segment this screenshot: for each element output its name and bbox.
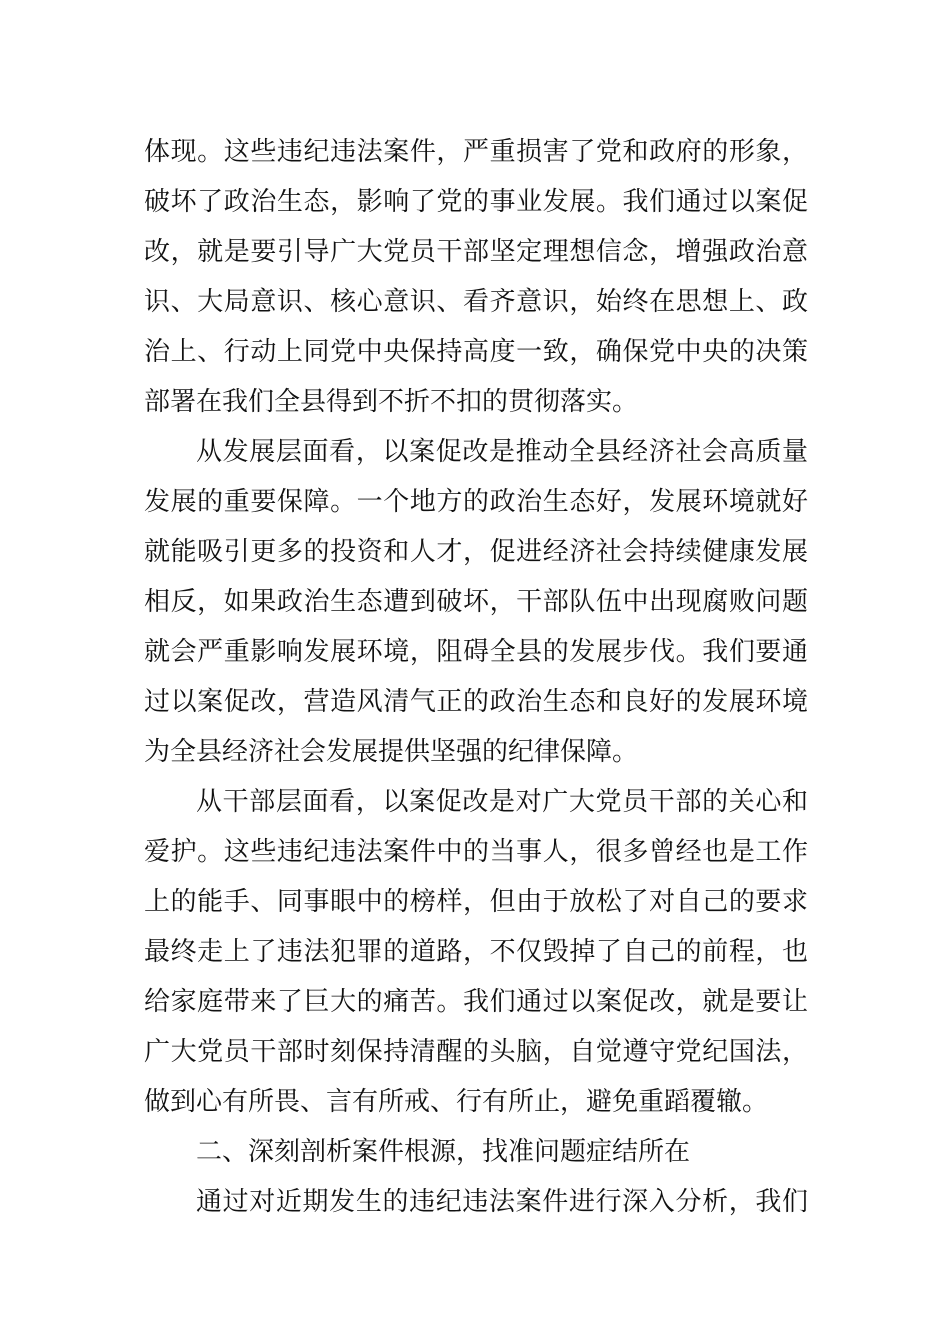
text-line: 破坏了政治生态，影响了党的事业发展。我们通过以案促 <box>144 187 808 217</box>
paragraph-first-line: 从发展层面看，以案促改是推动全县经济社会高质量 <box>196 437 808 467</box>
text-line: 识、大局意识、核心意识、看齐意识，始终在思想上、政 <box>144 287 808 317</box>
text-line: 广大党员干部时刻保持清醒的头脑，自觉遵守党纪国法， <box>144 1037 808 1067</box>
text-line: 为全县经济社会发展提供坚强的纪律保障。 <box>144 737 639 767</box>
paragraph-first-line: 通过对近期发生的违纪违法案件进行深入分析，我们 <box>196 1187 808 1217</box>
paragraph-first-line: 从干部层面看，以案促改是对广大党员干部的关心和 <box>196 787 808 817</box>
text-line: 相反，如果政治生态遭到破坏，干部队伍中出现腐败问题 <box>144 587 808 617</box>
text-line: 过以案促改，营造风清气正的政治生态和良好的发展环境 <box>144 687 808 717</box>
text-line: 就能吸引更多的投资和人才，促进经济社会持续健康发展 <box>144 537 808 567</box>
text-line: 体现。这些违纪违法案件，严重损害了党和政府的形象， <box>144 137 808 167</box>
text-line: 上的能手、同事眼中的榜样，但由于放松了对自己的要求 <box>144 887 808 917</box>
document-body <box>144 127 808 1227</box>
text-line: 改，就是要引导广大党员干部坚定理想信念，增强政治意 <box>144 237 808 267</box>
paragraph-first-line: 二、深刻剖析案件根源，找准问题症结所在 <box>196 1137 691 1167</box>
text-line: 给家庭带来了巨大的痛苦。我们通过以案促改，就是要让 <box>144 987 808 1017</box>
text-line: 最终走上了违法犯罪的道路，不仅毁掉了自己的前程，也 <box>144 937 808 967</box>
text-line: 就会严重影响发展环境，阻碍全县的发展步伐。我们要通 <box>144 637 808 667</box>
text-line: 发展的重要保障。一个地方的政治生态好，发展环境就好 <box>144 487 808 517</box>
text-line: 做到心有所畏、言有所戒、行有所止，避免重蹈覆辙。 <box>144 1087 769 1117</box>
text-line: 部署在我们全县得到不折不扣的贯彻落实。 <box>144 387 639 417</box>
text-line: 治上、行动上同党中央保持高度一致，确保党中央的决策 <box>144 337 808 367</box>
text-line: 爱护。这些违纪违法案件中的当事人，很多曾经也是工作 <box>144 837 808 867</box>
